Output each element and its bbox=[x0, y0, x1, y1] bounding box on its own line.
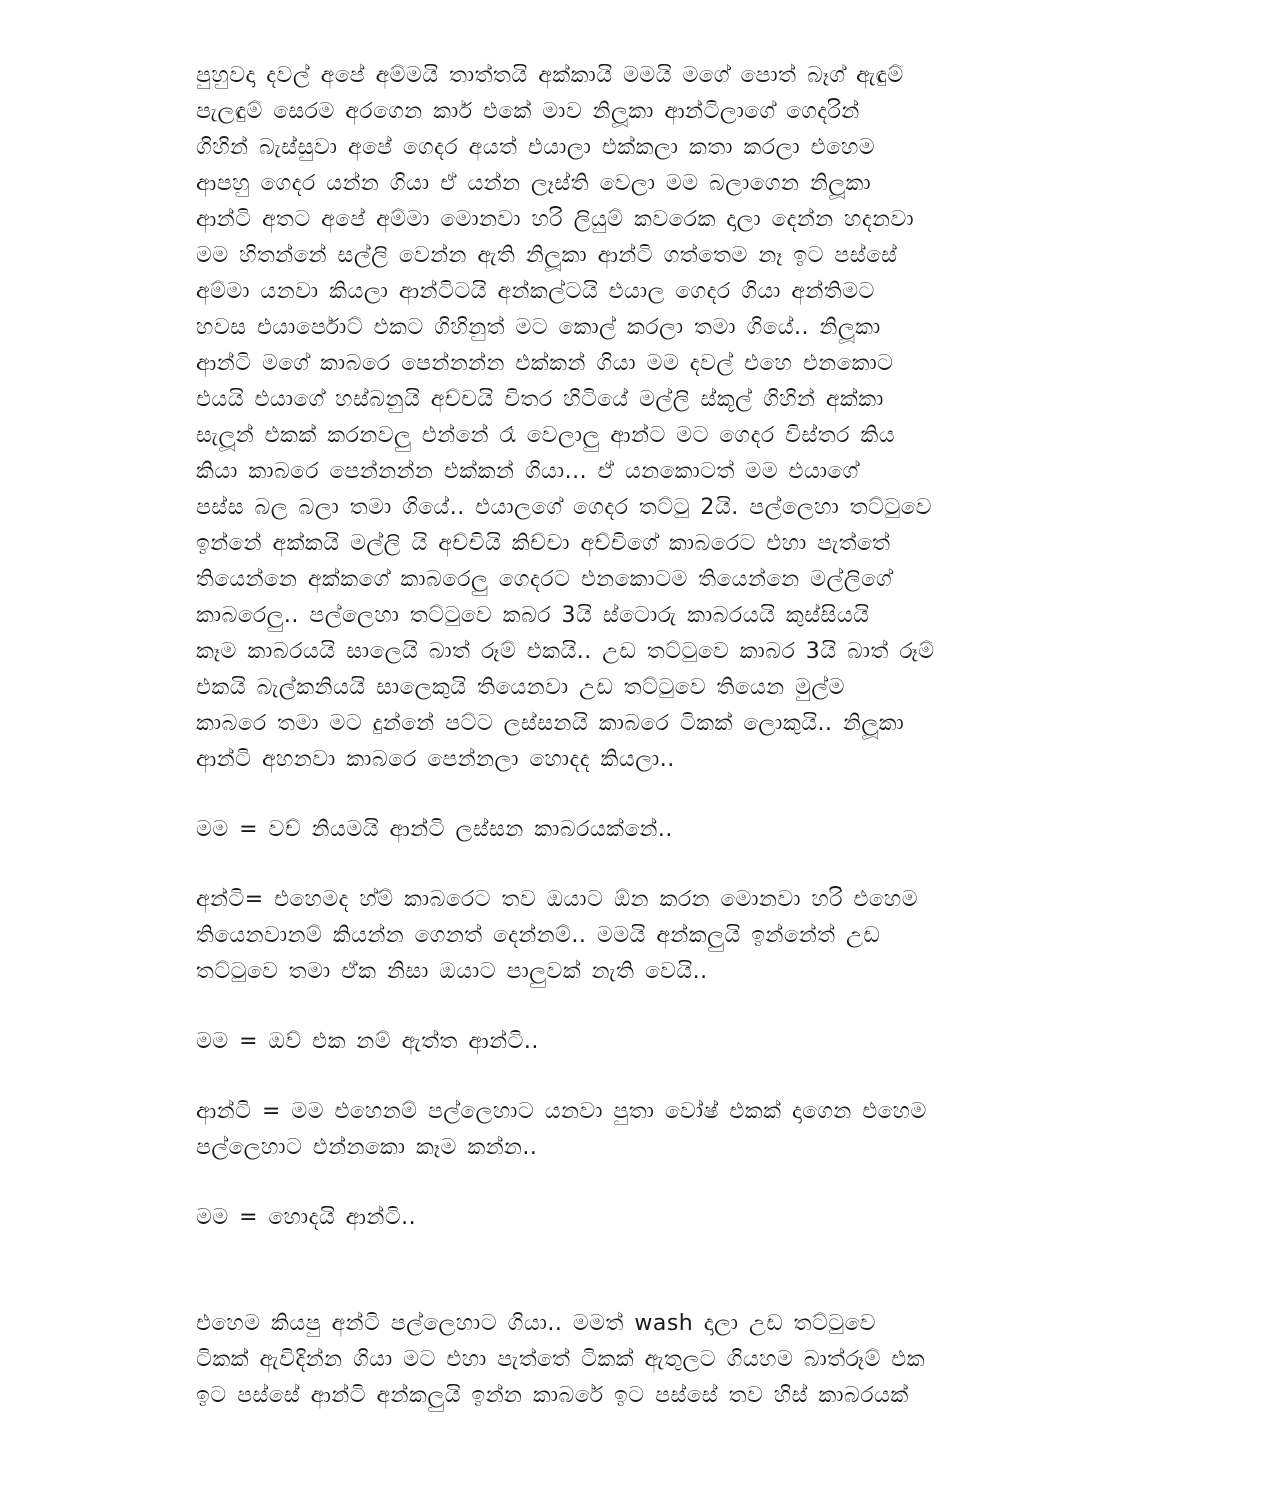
text-line: මම හිතන්නේ සල්ලි වෙන්න ඇති නිලූකා ආන්ටි ගත්තෙම නෑ ඉට පස්සේ bbox=[196, 243, 898, 268]
paragraph-spacer bbox=[196, 990, 1086, 1024]
text-line: අන්ටි= එහෙමද හ්ම් කාබරෙට තව ඔයාට ඕන කරන මොනවා හරි එහෙම bbox=[196, 887, 919, 912]
text-line: හවස එයාර්පොට් එකට ගිහිනුත් මට කොල් කරලා තමා ගියේ.. නිලූකා bbox=[196, 315, 881, 340]
text-line: ටිකක් ඇවිදින්න ගියා මට එහා පැත්තේ ටිකක් ඇතුලට ගියහම බාත්රූම් එක bbox=[196, 1347, 926, 1372]
text-line: ඉන්නේ අක්කයි මල්ලි යි අච්චියි කිච්චා අච්චිගේ කාබරෙට එහා පැත්තේ bbox=[196, 531, 891, 556]
text-line: ඉට පස්සේ ආන්ටි අන්කලුයි ඉන්න කාබරේ ඉට පස්සේ තව හිස් කාබරයක් bbox=[196, 1383, 909, 1408]
paragraph-dialogue-me-2 bbox=[196, 1024, 1086, 1060]
text-line: කියා කාබරෙ පෙන්නන්න එක්කන් ගියා... ඒ යනකොටත් මම එයාගේ bbox=[196, 459, 859, 484]
text-line: මම = හොදයි ආන්ටි.. bbox=[196, 1205, 417, 1230]
paragraph-spacer bbox=[196, 778, 1086, 812]
text-line: අම්මා යනවා කියලා ආන්ටිටයි අන්කල්ටයි එයාල ගෙදර ගියා අන්තිමට bbox=[196, 279, 875, 304]
text-line: එහෙම කියපු අන්ටි පල්ලෙහාට ගියා.. මමත් wash දාලා උඩ තට්ටුවෙ bbox=[196, 1311, 876, 1336]
text-line: පුහුවදා දවල් අපේ අම්මයි තාත්තයි අක්කායි මමයි මගේ පොත් බෑග් ඇඳුම් bbox=[196, 63, 904, 88]
paragraph-dialogue-aunty-2 bbox=[196, 1094, 1086, 1166]
text-line: ගිහින් බැස්සුවා අපේ ගෙදර අයත් එයාලා එක්කලා කතා කරලා එහෙම bbox=[196, 135, 876, 160]
text-line: ආන්ටි අහනවා කාබරෙ පෙන්නලා හොදද කියලා.. bbox=[196, 747, 675, 772]
paragraph-spacer bbox=[196, 1060, 1086, 1094]
text-line: මම = ඔව් එක නම් ඇත්ත ආන්ටි.. bbox=[196, 1029, 539, 1054]
paragraph-narration-1 bbox=[196, 58, 1086, 778]
text-line: ආන්ටි අතට අපේ අම්මා මොනවා හරි ලියුම් කවරෙක දාලා දෙන්න හදනවා bbox=[196, 207, 915, 232]
text-line: තට්ටුවෙ තමා ඒක නිසා ඔයාට පාලුවක් නැති වෙයි.. bbox=[196, 959, 708, 984]
paragraph-dialogue-me-1 bbox=[196, 812, 1086, 848]
text-line: එකයි බැල්කනියයි සාලෙකුයි තියෙනවා උඩ තට්ටුවෙ තියෙන මුල්ම bbox=[196, 675, 845, 700]
text-line: පැලඳුම් සෙරම අරගෙන කාර් එකේ මාව නිලූකා ආන්ටිලාගේ ගෙදරින් bbox=[196, 99, 860, 124]
text-line: තියෙනවානම් කියන්න ගෙනත් දෙන්නම්.. මමයි අන්කලුයි ඉන්නේත් උඩ bbox=[196, 923, 881, 948]
text-line: කාබරෙලු.. පල්ලෙහා තට්ටුවෙ කබර 3යි ස්ටොරු කාබරයයි කුස්සියයි bbox=[196, 603, 870, 628]
paragraph-dialogue-me-3 bbox=[196, 1200, 1086, 1236]
paragraph-spacer bbox=[196, 1166, 1086, 1200]
text-line: කෑම කාබරයයි සාලෙයි බාත් රූම් එකයි.. උඩ තට්ටුවෙ කාබර 3යි බාත් රූම් bbox=[196, 639, 935, 664]
text-line: මම = වච් නියමයි ආන්ටි ලස්සන කාබරයක්නේ.. bbox=[196, 817, 673, 842]
paragraph-dialogue-aunty-1 bbox=[196, 882, 1086, 990]
text-line: පල්ලෙහාට එන්නකො කෑම කන්න.. bbox=[196, 1135, 538, 1160]
text-line: ආන්ටි = මම එහෙනම් පල්ලෙහාට යනවා පුතා වෝෂ් එකක් දාගෙන එහෙම bbox=[196, 1099, 927, 1124]
paragraph-spacer bbox=[196, 848, 1086, 882]
text-column bbox=[196, 58, 1086, 1414]
text-line: එයයි එයාගේ හස්බනුයි අච්චයි විතර හිටියේ මල්ලි ස්කූල් ගිහින් අක්කා bbox=[196, 387, 884, 412]
paragraph-spacer bbox=[196, 1236, 1086, 1306]
text-line: ආන්ටි මගේ කාබරෙ පෙන්නන්න එක්කන් ගියා මම දවල් එහෙ එනකොට bbox=[196, 351, 894, 376]
text-line: සැලූන් එකක් කරනවලු එන්නේ රෑ වෙලාලු ආන්ට මට ගෙදර විස්තර කිය bbox=[196, 423, 896, 448]
text-line: කාබරෙ තමා මට දුන්නේ පට්ට ලස්සනයි කාබරෙ ටිකක් ලොකුයි.. නිලූකා bbox=[196, 711, 905, 736]
text-line: පස්ස බල බලා තමා ගියේ.. එයාලගේ ගෙදර තට්ටු 2යි. පල්ලෙහා තට්ටුවෙ bbox=[196, 495, 932, 520]
text-line: ආපහු ගෙදර යන්න ගියා ඒ යන්න ලෑස්ති වෙලා මම බලාගෙන නිලූකා bbox=[196, 171, 872, 196]
paragraph-narration-2 bbox=[196, 1306, 1086, 1414]
text-line: තියෙන්නෙ අක්කගේ කාබරෙලු ගෙදරට එනකොටම තියෙන්නෙ මල්ලිගේ bbox=[196, 567, 893, 592]
